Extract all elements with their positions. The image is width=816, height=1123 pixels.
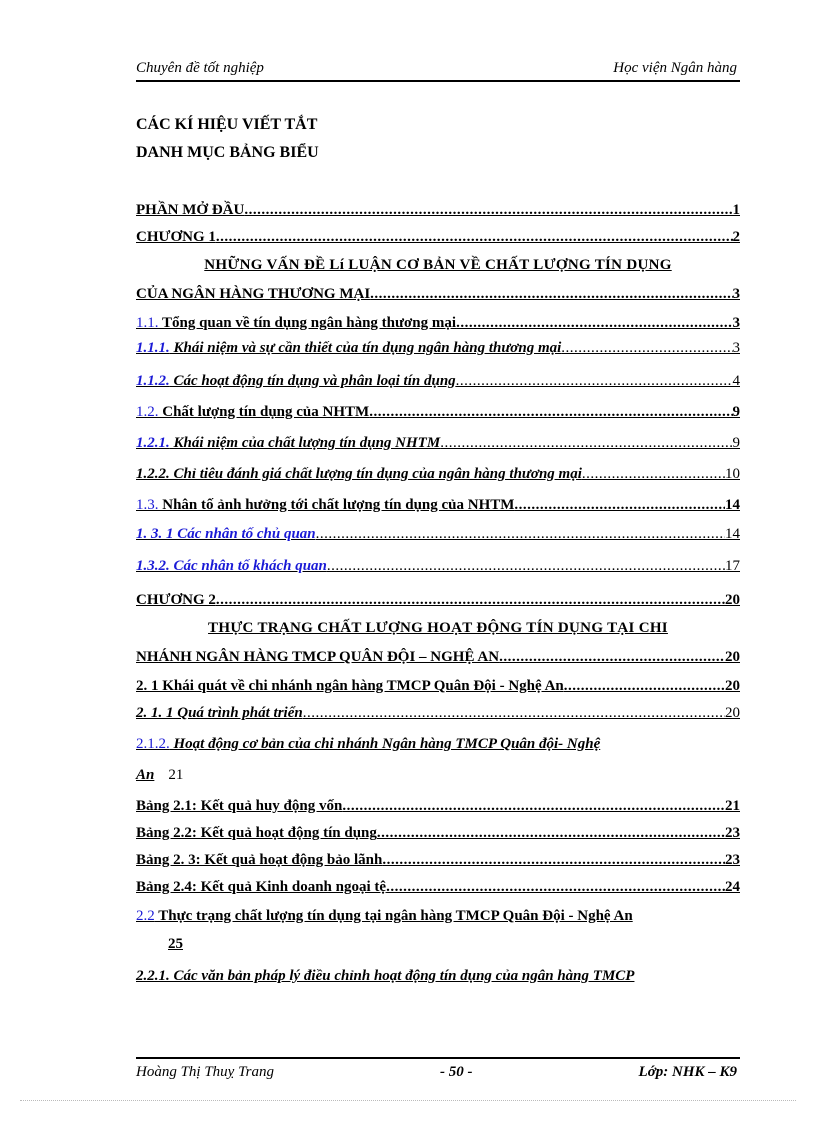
toc-entry[interactable] (136, 905, 740, 927)
toc-entry-title: NHỮNG VẤN ĐỀ Lí LUẬN CƠ BẢN VỀ CHẤT LƯỢNG TÍN DỤNG (204, 257, 672, 273)
toc-leader (456, 312, 732, 334)
toc-entry[interactable] (136, 283, 740, 305)
toc-entry-page: 1 (732, 202, 740, 218)
toc-entry-number: 1.3. (136, 497, 159, 513)
toc-leader (369, 401, 732, 423)
toc-entry-title: CHƯƠNG 2 (136, 592, 216, 608)
toc-entry-title: Bảng 2.1: Kết quả huy động vốn (136, 798, 343, 814)
toc-entry[interactable] (136, 226, 740, 248)
toc-entry[interactable] (136, 312, 740, 334)
toc-leader (561, 337, 732, 359)
page-number: - 50 - (440, 1064, 473, 1080)
toc-entry-title: Tổng quan về tín dụng ngân hàng thương mại (158, 315, 457, 331)
toc-entry[interactable] (136, 617, 740, 639)
toc-entry-page: 9 (732, 435, 740, 451)
toc-entry-title: NHÁNH NGÂN HÀNG TMCP QUÂN ĐỘI – NGHỆ AN (136, 649, 500, 665)
toc-entry-number: 1. 3. 1 Các nhân tố chủ quan (136, 526, 316, 542)
page-footer (136, 1064, 740, 1086)
toc-entry[interactable] (136, 822, 740, 844)
toc-entry-page: 10 (725, 466, 740, 482)
toc-entry-title: CHƯƠNG 1 (136, 229, 216, 245)
toc-entry-title: 1.2.2. Chỉ tiêu đánh giá chất lượng tín dụng của ngân hàng thương mại (136, 466, 582, 482)
toc-entry[interactable] (136, 733, 740, 755)
header-right: Học viện Ngân hàng (613, 60, 737, 76)
header-left: Chuyên đề tốt nghiệp (136, 60, 264, 76)
toc-entry[interactable] (136, 849, 740, 871)
toc-entry[interactable] (136, 589, 740, 611)
toc-entry-page: 23 (725, 825, 740, 841)
toc-entry-page: 4 (732, 373, 740, 389)
toc-entry[interactable] (136, 675, 740, 697)
toc-leader (316, 523, 725, 545)
footer-rule (136, 1057, 740, 1059)
toc-entry-page: 20 (725, 705, 740, 721)
toc-leader (386, 876, 725, 898)
toc-entry[interactable] (136, 965, 740, 987)
toc-entry[interactable] (136, 370, 740, 392)
toc-leader (216, 589, 725, 611)
toc-leader (303, 702, 725, 724)
toc-entry-page: 24 (725, 879, 740, 895)
toc-entry-number: 1.1.1. (136, 340, 170, 356)
toc-entry-title: An (136, 767, 155, 783)
toc-leader (440, 432, 732, 454)
page-bottom-border (20, 1100, 796, 1101)
toc-entry-page: 23 (725, 852, 740, 868)
toc-entry-page: 3 (732, 315, 740, 331)
toc-entry-number: 1.1. (136, 315, 159, 331)
toc-entry-title: Hoạt động cơ bản của chi nhánh Ngân hàng TMCP Quân đội- Nghệ (169, 736, 601, 752)
toc-entry-number: 1.2.1. (136, 435, 170, 451)
toc-entry-title: Bảng 2.2: Kết quả hoạt động tín dụng (136, 825, 377, 841)
footer-class: Lớp: NHK – K9 (638, 1064, 737, 1080)
toc-entry[interactable] (136, 494, 740, 516)
toc-leader (456, 370, 733, 392)
toc-entry-page: 21 (725, 798, 740, 814)
toc-entry-title: THỰC TRẠNG CHẤT LƯỢNG HOẠT ĐỘNG TÍN DỤNG TẠI CHI (208, 620, 668, 636)
toc-entry-title: 2. 1 Khái quát về chi nhánh ngân hàng TMCP Quân Đội - Nghệ An (136, 678, 564, 694)
toc-entry[interactable] (136, 555, 740, 577)
toc-entry-title: Thực trạng chất lượng tín dụng tại ngân hàng TMCP Quân Đội - Nghệ An (154, 908, 633, 924)
toc-entry-page: 14 (725, 497, 740, 513)
toc-entry-title: Các hoạt động tín dụng và phân loại tín dụng (169, 373, 456, 389)
toc-entry-page: 9 (732, 404, 740, 420)
toc-entry-title: Bảng 2.4: Kết quả Kinh doanh ngoại tệ (136, 879, 387, 895)
toc-entry-title: Nhân tố ảnh hưởng tới chất lượng tín dụng của NHTM (158, 497, 515, 513)
toc-leader (514, 494, 725, 516)
toc-entry-title: Bảng 2. 3: Kết quả hoạt động bảo lãnh (136, 852, 383, 868)
toc-entry[interactable] (136, 795, 740, 817)
toc-entry[interactable] (136, 764, 740, 786)
footer-author: Hoàng Thị Thuỵ Trang (136, 1064, 274, 1080)
toc-leader (582, 463, 725, 485)
toc-entry[interactable] (136, 432, 740, 454)
toc-entry[interactable] (136, 933, 740, 955)
toc-entry-page: 20 (725, 649, 740, 665)
toc-entry-page: 21 (168, 767, 184, 783)
toc-entry[interactable] (136, 646, 740, 668)
toc-leader (216, 226, 733, 248)
toc-entry-number: 1.3.2. Các nhân tố khách quan (136, 558, 327, 574)
toc-leader (382, 849, 725, 871)
toc-leader (377, 822, 725, 844)
toc-leader (244, 199, 732, 221)
toc-entry-page: 20 (725, 678, 740, 694)
toc-entry[interactable] (136, 337, 740, 359)
toc-leader (564, 675, 725, 697)
toc-entry[interactable] (136, 523, 740, 545)
toc-leader (342, 795, 725, 817)
tables-list-heading: DANH MỤC BẢNG BIỂU (136, 144, 319, 161)
toc-entry-page: 3 (732, 340, 740, 356)
toc-entry-page: 3 (732, 286, 740, 302)
toc-entry-number: 2.2 (136, 908, 155, 924)
header-rule (136, 80, 740, 82)
toc-entry[interactable] (136, 401, 740, 423)
toc-entry-title: Khái niệm và sự cần thiết của tín dụng ngân hàng thương mại (169, 340, 562, 356)
toc-entry[interactable] (136, 254, 740, 276)
toc-entry-page: 25 (168, 936, 183, 952)
toc-entry-title: CỦA NGÂN HÀNG THƯƠNG MẠI (136, 286, 371, 302)
toc-entry-title: 2. 1. 1 Quá trình phát triển (136, 705, 303, 721)
toc-entry-number: 2.1.2. (136, 736, 170, 752)
toc-entry-title: Khái niệm của chất lượng tín dụng NHTM (169, 435, 441, 451)
toc-entry-page: 14 (725, 526, 740, 542)
page-header (136, 60, 740, 82)
toc-entry-title: PHẦN MỞ ĐẦU (136, 202, 245, 218)
abbreviations-heading: CÁC KÍ HIỆU VIẾT TẮT (136, 116, 318, 133)
toc-entry[interactable] (136, 702, 740, 724)
toc-entry-number: 1.2. (136, 404, 159, 420)
toc-entry-title: Chất lượng tín dụng của NHTM (158, 404, 370, 420)
toc-entry[interactable] (136, 876, 740, 898)
toc-entry-title: 2.2.1. Các văn bản pháp lý điều chỉnh hoạt động tín dụng của ngân hàng TMCP (136, 968, 635, 984)
toc-entry-number: 1.1.2. (136, 373, 170, 389)
toc-leader (370, 283, 732, 305)
toc-entry[interactable] (136, 463, 740, 485)
toc-leader (499, 646, 725, 668)
toc-entry[interactable] (136, 199, 740, 221)
toc-leader (327, 555, 725, 577)
toc-entry-page: 17 (725, 558, 740, 574)
toc-entry-page: 2 (732, 229, 740, 245)
toc-entry-page: 20 (725, 592, 740, 608)
